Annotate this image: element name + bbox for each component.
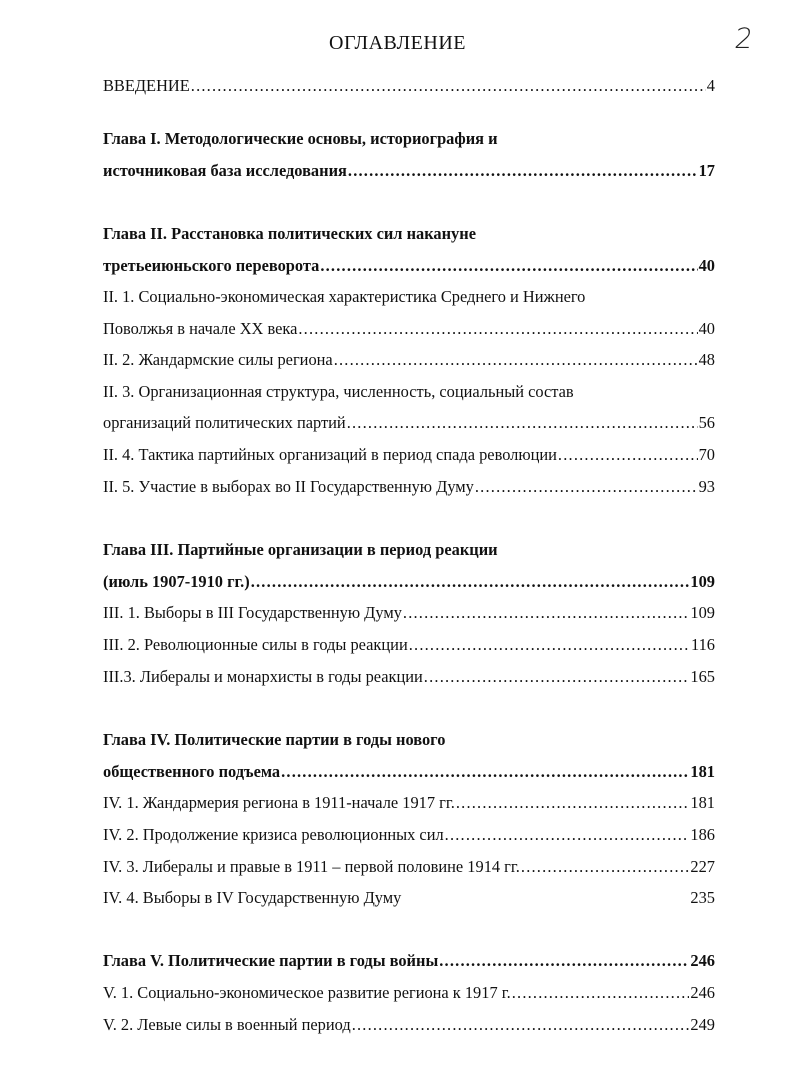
toc-entry-text: III.3. Либералы и монархисты в годы реакции	[103, 667, 423, 686]
dot-leader	[191, 75, 706, 97]
section-2-3-line1: II. 3. Организационная структура, численность, социальный состав	[103, 382, 574, 401]
toc-page-number: 70	[698, 445, 715, 464]
section-4-3-entry	[103, 856, 715, 878]
toc-entry-text: IV. 4. Выборы в IV Государственную Думу	[103, 888, 402, 907]
toc-page-number: 246	[690, 983, 715, 1002]
dot-leader	[348, 160, 698, 182]
toc-entry-text: IV. 1. Жандармерия региона в 1911-начале 1917 гг.	[103, 793, 455, 812]
toc-page-number: 116	[691, 635, 715, 654]
dot-leader	[320, 255, 697, 277]
chapter-3-entry	[103, 571, 715, 593]
dot-leader	[298, 318, 697, 340]
toc-page-number: 109	[690, 603, 715, 622]
chapter-5-entry	[103, 950, 715, 972]
chapter-1-heading: Глава I. Методологические основы, историография и	[103, 129, 498, 148]
toc-entry-text: II. 5. Участие в выборах во II Государственную Думу	[103, 477, 474, 496]
toc-entry-text: третьеиюньского переворота	[103, 256, 320, 275]
toc-entry-text: организаций политических партий	[103, 413, 346, 432]
toc-page-number: 227	[690, 857, 715, 876]
toc-entry-text: IV. 3. Либералы и правые в 1911 – первой половине 1914 гг.	[103, 857, 520, 876]
section-2-5-entry	[103, 476, 715, 498]
toc-entry-text: II. 2. Жандармские силы региона	[103, 350, 333, 369]
toc-entry-text: III. 2. Революционные силы в годы реакции	[103, 635, 408, 654]
section-2-1-line1: II. 1. Социально-экономическая характеристика Среднего и Нижнего	[103, 287, 586, 306]
toc-entry-text: Поволжья в начале XX века	[103, 319, 298, 338]
toc-page-number: 17	[698, 161, 715, 180]
dot-leader	[409, 634, 690, 656]
dot-leader	[475, 476, 698, 498]
toc-page-number: 246	[690, 951, 715, 970]
chapter-1-entry	[103, 160, 715, 182]
toc-entry-intro	[103, 75, 715, 97]
dot-leader	[439, 950, 689, 972]
toc-page-number: 56	[698, 413, 715, 432]
section-3-1-entry	[103, 602, 715, 624]
section-2-1-entry	[103, 318, 715, 340]
handwritten-page-number: 2	[732, 22, 756, 55]
chapter-2-entry	[103, 255, 715, 277]
section-4-4-entry	[103, 887, 715, 909]
section-2-2-entry	[103, 349, 715, 371]
toc-entry-text: V. 2. Левые силы в военный период	[103, 1015, 351, 1034]
toc-page-number: 109	[690, 572, 715, 591]
chapter-4-entry	[103, 761, 715, 783]
toc-page-number: 93	[698, 477, 715, 496]
dot-leader	[558, 444, 698, 466]
toc-page-number: 249	[690, 1015, 715, 1034]
section-5-1-entry	[103, 982, 715, 1004]
toc-page-number: 181	[690, 793, 715, 812]
dot-leader	[424, 666, 690, 688]
section-4-1-entry	[103, 792, 715, 814]
toc-entry-text: ВВЕДЕНИЕ	[103, 76, 190, 95]
toc-entry-text: (июль 1907-1910 гг.)	[103, 572, 250, 591]
toc-entry-text: IV. 2. Продолжение кризиса революционных сил	[103, 825, 444, 844]
dot-leader	[512, 982, 690, 1004]
page-title: ОГЛАВЛЕНИЕ	[329, 32, 466, 54]
dot-leader	[334, 349, 698, 371]
chapter-2-heading: Глава II. Расстановка политических сил накануне	[103, 224, 476, 243]
toc-entry-text: общественного подъема	[103, 762, 281, 781]
toc-entry-text: II. 4. Тактика партийных организаций в период спада революции	[103, 445, 557, 464]
toc-page-number: 40	[698, 319, 715, 338]
toc-page-number: 186	[690, 825, 715, 844]
toc-entry-text: V. 1. Социально-экономическое развитие региона к 1917 г.	[103, 983, 511, 1002]
chapter-4-heading: Глава IV. Политические партии в годы нового	[103, 730, 446, 749]
dot-leader	[456, 792, 690, 814]
dot-leader	[445, 824, 690, 846]
section-4-2-entry	[103, 824, 715, 846]
dot-leader	[521, 856, 690, 878]
dot-leader	[347, 412, 698, 434]
section-5-2-entry	[103, 1014, 715, 1036]
toc-page-number: 48	[698, 350, 715, 369]
toc-page-number: 235	[690, 888, 715, 907]
dot-leader	[251, 571, 690, 593]
toc-page-number: 165	[690, 667, 715, 686]
toc-page-number: 181	[690, 762, 715, 781]
dot-leader	[352, 1014, 690, 1036]
section-3-3-entry	[103, 666, 715, 688]
toc-page-number: 4	[706, 76, 715, 95]
dot-leader	[403, 602, 690, 624]
chapter-3-heading: Глава III. Партийные организации в период реакции	[103, 540, 498, 559]
dot-leader	[281, 761, 689, 783]
section-3-2-entry	[103, 634, 715, 656]
toc-entry-text: Глава V. Политические партии в годы войны	[103, 951, 439, 970]
toc-page-number: 40	[698, 256, 715, 275]
section-2-3-entry	[103, 412, 715, 434]
section-2-4-entry	[103, 444, 715, 466]
toc-entry-text: источниковая база исследования	[103, 161, 347, 180]
toc-entry-text: III. 1. Выборы в III Государственную Думу	[103, 603, 402, 622]
